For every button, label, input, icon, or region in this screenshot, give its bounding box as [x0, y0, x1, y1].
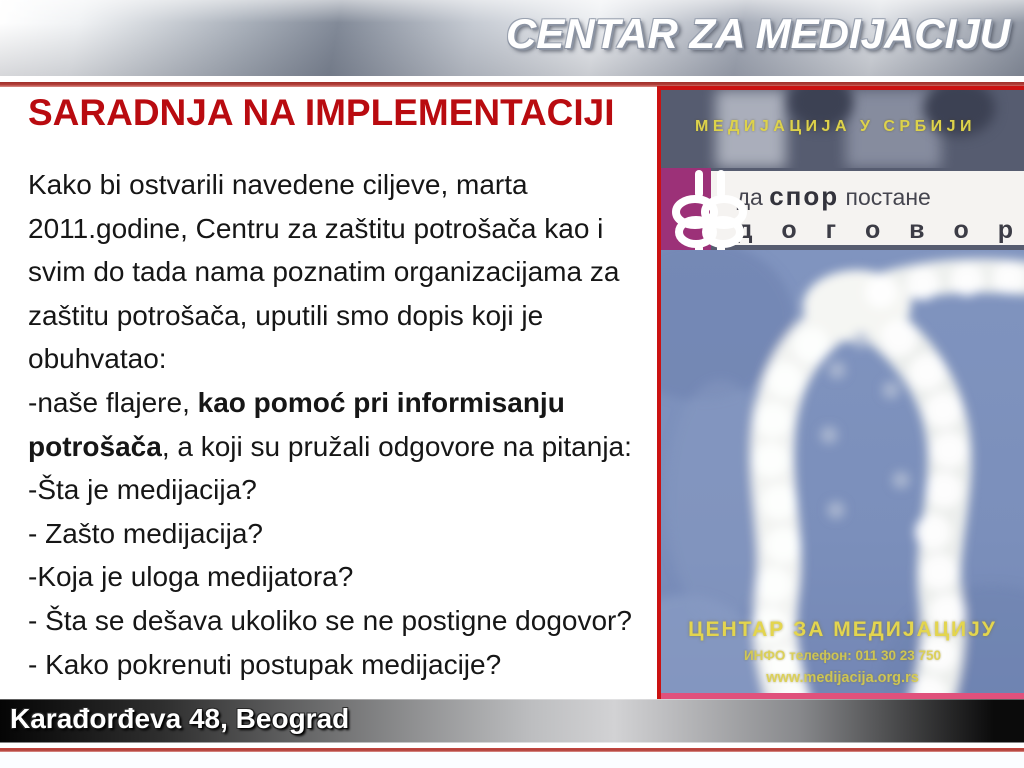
poster-top-band — [661, 90, 1024, 168]
body-text — [28, 163, 668, 686]
slogan-prefix: да — [736, 184, 770, 210]
poster-logo-box — [661, 168, 711, 250]
poster-slogan-box — [711, 171, 1024, 245]
header-bar — [0, 0, 1024, 76]
mediation-poster-image — [657, 86, 1024, 730]
header-title: CENTAR ZA MEDIJACIJU — [505, 10, 1010, 57]
poster-info-phone: ИНФО телефон: 011 30 23 750 — [743, 648, 942, 663]
body-line: svim do tada nama poznatim organizacijama za — [28, 256, 620, 288]
poster-slogan-line1 — [737, 181, 1024, 212]
body-line: -Koja je uloga medijatora? — [28, 561, 354, 593]
footer-bar — [0, 699, 1024, 743]
slogan-suffix: постане — [839, 184, 931, 210]
body-line: zaštitu potrošača, uputili smo dopis koji je — [28, 299, 544, 331]
poster-org-name: ЦЕНТАР ЗА МЕДИЈАЦИЈУ — [688, 618, 997, 641]
poster-slogan-line2: д о г о в о р — [736, 216, 1024, 244]
body-line: - Šta se dešava ukoliko se ne postigne dogovor? — [28, 604, 632, 636]
body-line: Kako bi ostvarili navedene ciljeve, marta — [28, 169, 528, 200]
body-line: -Šta je medijacija? — [28, 474, 257, 506]
poster-top-label: МЕДИЈАЦИЈА У СРБИЈИ — [695, 118, 976, 135]
body-line: obuhvatao: — [28, 343, 167, 375]
poster-website: www.medijacija.org.rs — [766, 670, 919, 686]
poster-rope-photo — [661, 250, 1024, 726]
body-line: potrošača, a koji su pružali odgovore na pitanja: — [28, 430, 632, 462]
slogan-emphasis: спор — [769, 181, 840, 211]
bottom-margin — [0, 752, 1024, 768]
slide-heading: SARADNJA NA IMPLEMENTACIJI — [28, 92, 615, 133]
body-line: -naše flajere, kao pomoć pri informisanju — [28, 386, 565, 418]
body-line: - Zašto medijacija? — [28, 517, 263, 549]
body-line: 2011.godine, Centru za zaštitu potrošača kao i — [28, 212, 604, 244]
footer-address: Karađorđeva 48, Beograd — [10, 703, 350, 734]
body-line: - Kako pokrenuti postupak medijacije? — [28, 648, 502, 680]
poster-logo-row — [661, 168, 1024, 250]
